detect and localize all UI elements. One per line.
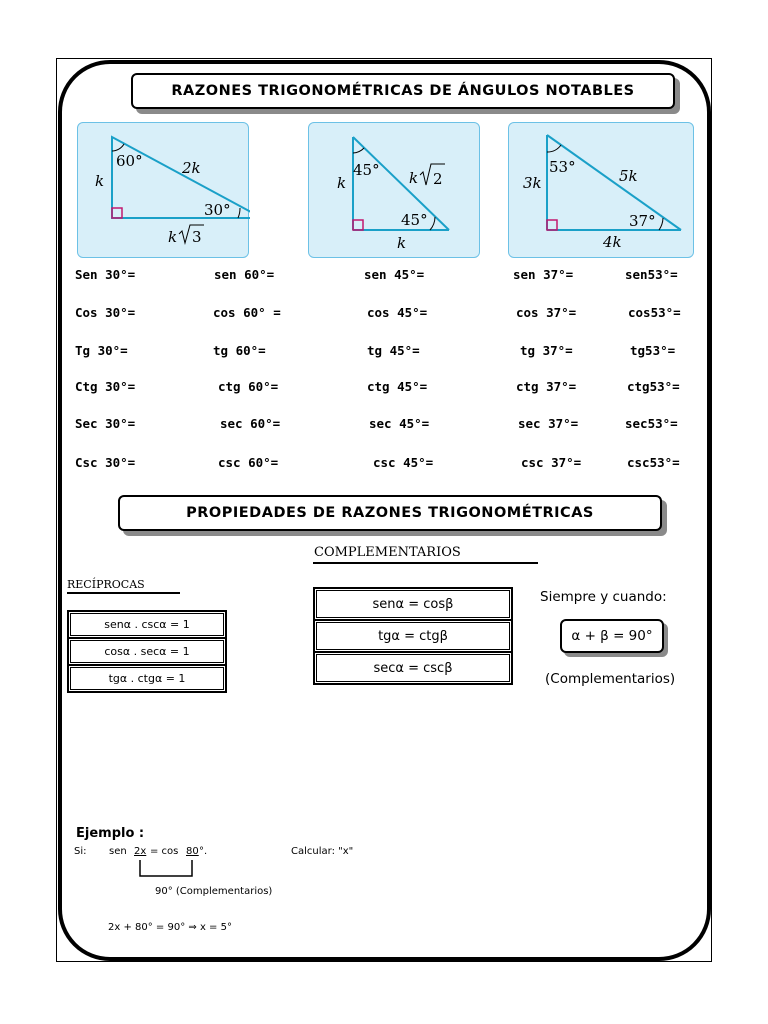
- ratio-csc-45: csc 45°=: [373, 455, 434, 470]
- ratio-ctg-45: ctg 45°=: [367, 379, 428, 394]
- ejemplo-2x: 2x: [134, 846, 147, 857]
- label-angle-60: 60°: [116, 152, 143, 170]
- right-angle-mark-3: [547, 220, 557, 230]
- label-side-3k: 3k: [523, 174, 542, 192]
- complementarios-underline: [313, 562, 538, 564]
- ejemplo-calcular: Calcular: "x": [291, 846, 354, 857]
- ratio-sec-53: sec53°=: [625, 416, 678, 431]
- ratio-cos-30: Cos 30°=: [75, 305, 136, 320]
- ejemplo-solution: 2x + 80° = 90° ⇒ x = 5°: [108, 922, 232, 933]
- right-angle-mark-2: [353, 220, 363, 230]
- complementarios-heading: COMPLEMENTARIOS: [314, 545, 461, 560]
- ejemplo-sen: sen: [109, 846, 127, 857]
- label-side-k-2: k: [337, 174, 347, 192]
- ratio-sec-45: sec 45°=: [369, 416, 430, 431]
- reciprocas-heading: RECÍPROCAS: [67, 578, 145, 591]
- label-hyp-5k: 5k: [619, 167, 638, 185]
- ratio-sen-53: sen53°=: [625, 267, 678, 282]
- triangle-37-hyp: [547, 135, 681, 230]
- ratio-cos-45: cos 45°=: [367, 305, 428, 320]
- ejemplo-sum-note: 90° (Complementarios): [155, 886, 273, 897]
- title-angulos-notables-text: RAZONES TRIGONOMÉTRICAS DE ÁNGULOS NOTABLES: [171, 83, 635, 99]
- ratio-ctg-60: ctg 60°=: [218, 379, 279, 394]
- label-hyp-k: k: [409, 169, 419, 187]
- label-side-k: k: [95, 172, 105, 190]
- angle-arc-45-bottom: [430, 217, 435, 230]
- ratio-csc-53: csc53°=: [627, 455, 680, 470]
- triangle-37-53-figure: [509, 123, 695, 259]
- ratio-sec-60: sec 60°=: [220, 416, 281, 431]
- ejemplo-bracket-line: [140, 860, 192, 876]
- reciprocas-underline: [67, 592, 180, 594]
- triangle-panel-30-60: [77, 122, 249, 258]
- ratio-sen-30: Sen 30°=: [75, 267, 136, 282]
- condition-text: α + β = 90°: [571, 628, 653, 644]
- angle-arc-30: [238, 208, 240, 218]
- ratio-cos-60: cos 60° =: [213, 305, 281, 320]
- angle-arc-37: [659, 218, 663, 230]
- angle-arc-60: [112, 144, 124, 151]
- label-hyp-2k: 2k: [182, 159, 201, 177]
- reciproca-sen-csc: senα . cscα = 1: [68, 611, 226, 638]
- label-base-k-2: k: [397, 234, 407, 252]
- table-row: [314, 620, 512, 652]
- reciproca-tg-ctg: tgα . ctgα = 1: [68, 665, 226, 692]
- label-angle-37: 37°: [629, 212, 656, 230]
- ejemplo-bracket: [130, 858, 200, 880]
- ratio-csc-30: Csc 30°=: [75, 455, 136, 470]
- table-row: [314, 652, 512, 684]
- triangle-45-45-figure: [309, 123, 481, 259]
- triangle-panel-45-45: [308, 122, 480, 258]
- ratio-tg-37: tg 37°=: [520, 343, 573, 358]
- right-angle-mark-1: [112, 208, 122, 218]
- ratio-ctg-30: Ctg 30°=: [75, 379, 136, 394]
- ratio-cos-53: cos53°=: [628, 305, 681, 320]
- reciproca-cos-sec: cosα . secα = 1: [68, 638, 226, 665]
- label-base-4k: 4k: [603, 233, 622, 251]
- title-propiedades-text: PROPIEDADES DE RAZONES TRIGONOMÉTRICAS: [186, 505, 594, 521]
- title-angulos-notables: [131, 73, 675, 109]
- complementarios-table: [313, 587, 513, 685]
- ejemplo-80: 80: [186, 846, 199, 857]
- siempre-label: Siempre y cuando:: [540, 589, 667, 605]
- label-base-k: k: [168, 228, 178, 246]
- ratio-csc-60: csc 60°=: [218, 455, 279, 470]
- ratio-sec-30: Sec 30°=: [75, 416, 136, 431]
- complementario-sen-cos: senα = cosβ: [314, 588, 512, 620]
- angle-arc-45-top: [353, 148, 364, 153]
- ratio-tg-53: tg53°=: [630, 343, 676, 358]
- label-angle-45-top: 45°: [353, 161, 380, 179]
- triangle-30-60-figure: [78, 123, 250, 259]
- triangle-panel-37-53: [508, 122, 694, 258]
- ejemplo-si: Si:: [74, 846, 87, 857]
- label-angle-45-bottom: 45°: [401, 211, 428, 229]
- table-row: [68, 638, 226, 665]
- table-row: [314, 588, 512, 620]
- ratio-tg-60: tg 60°=: [213, 343, 266, 358]
- ratio-tg-30: Tg 30°=: [75, 343, 128, 358]
- condition-box: [560, 619, 664, 653]
- table-row: [68, 665, 226, 692]
- ratio-sen-45: sen 45°=: [364, 267, 425, 282]
- label-angle-53: 53°: [549, 158, 576, 176]
- ratio-csc-37: csc 37°=: [521, 455, 582, 470]
- ejemplo-deg: °.: [199, 846, 208, 857]
- ratio-sec-37: sec 37°=: [518, 416, 579, 431]
- complementarios-note: (Complementarios): [545, 671, 676, 687]
- label-radicand-3: 3: [192, 228, 202, 246]
- complementario-tg-ctg: tgα = ctgβ: [314, 620, 512, 652]
- ratio-tg-45: tg 45°=: [367, 343, 420, 358]
- ejemplo-label: Ejemplo :: [76, 826, 145, 841]
- ejemplo-eq-cos: = cos: [150, 846, 179, 857]
- ratio-cos-37: cos 37°=: [516, 305, 577, 320]
- ratio-ctg-53: ctg53°=: [627, 379, 680, 394]
- label-radicand-2: 2: [433, 170, 443, 188]
- table-row: [68, 611, 226, 638]
- reciprocas-table: [67, 610, 227, 693]
- ratio-sen-60: sen 60°=: [214, 267, 275, 282]
- label-angle-30: 30°: [204, 201, 231, 219]
- ratio-sen-37: sen 37°=: [513, 267, 574, 282]
- angle-arc-53: [547, 145, 561, 152]
- title-propiedades: [118, 495, 662, 531]
- ratio-ctg-37: ctg 37°=: [516, 379, 577, 394]
- complementario-sec-csc: secα = cscβ: [314, 652, 512, 684]
